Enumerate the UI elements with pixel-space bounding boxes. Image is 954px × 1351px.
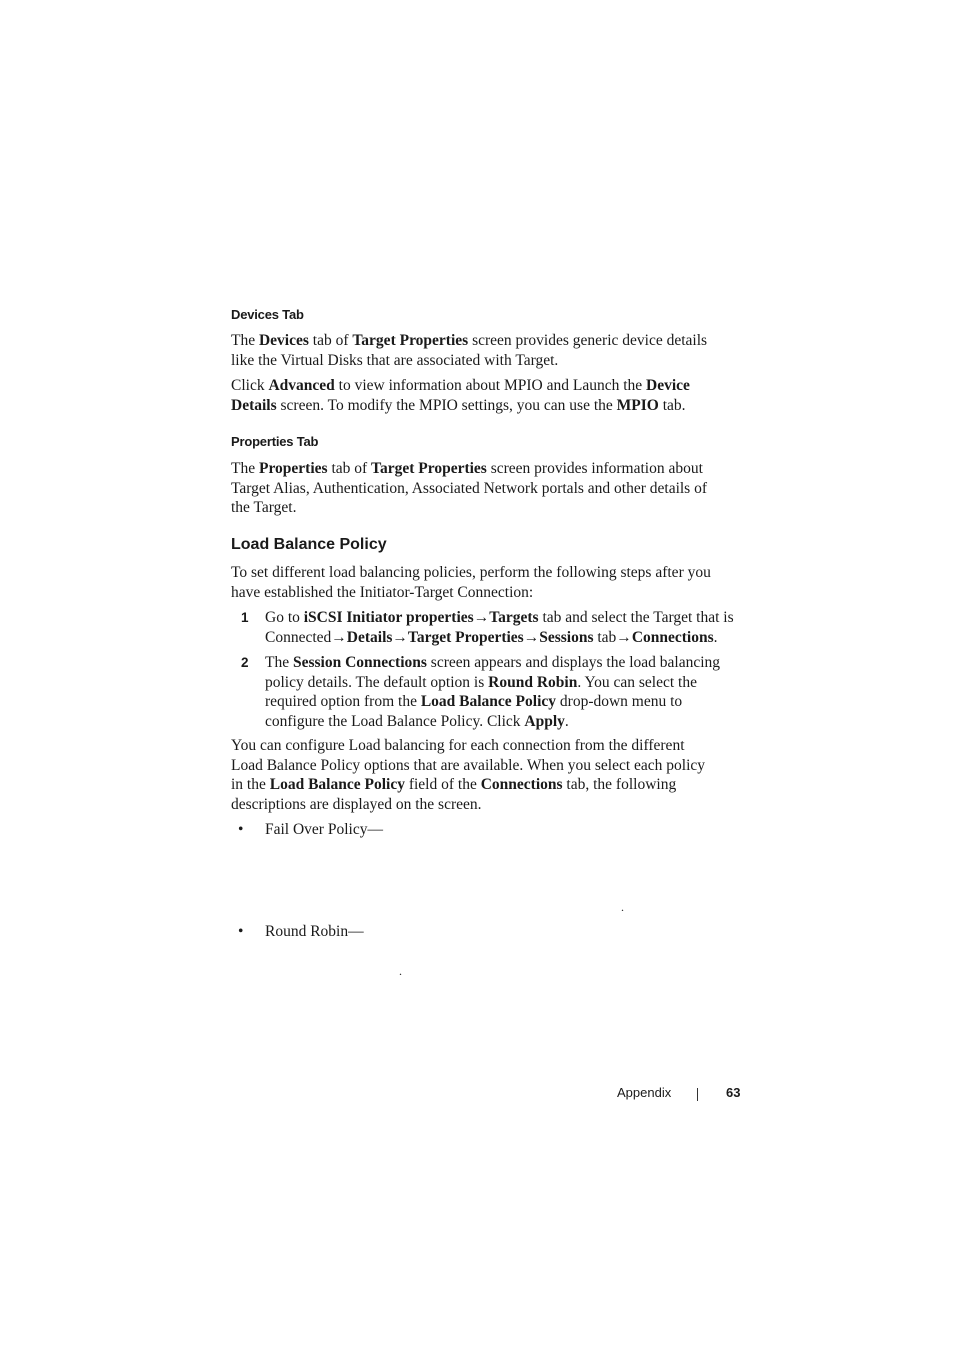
body-text: tab of — [308, 332, 353, 349]
devices-tab-paragraph-1 — [231, 331, 751, 370]
bullet-1-marker: • — [238, 821, 244, 838]
properties-tab-paragraph — [231, 459, 751, 518]
body-text: tab, the following — [562, 776, 677, 793]
body-text: . — [564, 712, 569, 730]
bullet-2-marker: • — [238, 923, 244, 940]
text-line — [231, 376, 751, 396]
body-text: descriptions are displayed on the screen. — [231, 795, 482, 813]
load-balance-intro — [231, 563, 751, 602]
devices-tab-paragraph-2 — [231, 376, 751, 415]
text-line — [231, 396, 751, 416]
emphasis-text: Apply — [524, 712, 565, 730]
body-text: field of the — [404, 776, 481, 793]
emphasis-text: Connections — [480, 776, 563, 793]
emphasis-text: Details — [231, 396, 277, 414]
body-text: screen. To modify the MPIO settings, you can use the — [276, 396, 617, 414]
footer-separator — [697, 1088, 698, 1101]
step-1-number: 1 — [241, 610, 249, 625]
text-line — [231, 479, 751, 499]
text-line — [265, 608, 755, 628]
text-line — [231, 756, 751, 776]
step-2-number: 2 — [241, 655, 249, 670]
body-text: screen provides generic device details — [468, 332, 708, 349]
body-text: in the — [231, 776, 270, 793]
emphasis-text: Connections — [631, 628, 714, 646]
emphasis-text: Round Robin — [488, 673, 578, 691]
text-line — [265, 653, 755, 673]
step-1-text — [265, 608, 755, 647]
text-line — [265, 692, 755, 712]
emphasis-text: Target Properties — [371, 460, 487, 477]
emphasis-text: Devices — [258, 332, 309, 349]
text-line — [265, 673, 755, 693]
body-text: . You can select the — [577, 673, 697, 691]
body-text: Load Balance Policy options that are available. When you select each policy — [231, 756, 706, 774]
body-text: You can configure Load balancing for each connection from the different — [231, 737, 685, 754]
step-2-text — [265, 653, 755, 731]
text-line — [231, 736, 751, 756]
text-line — [231, 498, 751, 518]
body-text: policy details. The default option is — [265, 673, 489, 691]
bullet-1-label: Fail Over Policy— — [265, 821, 383, 838]
body-text: Click — [231, 377, 269, 394]
body-text: Target Alias, Authentication, Associated Network portals and other details of — [231, 479, 708, 497]
emphasis-text: Advanced — [268, 377, 335, 394]
text-line — [265, 712, 755, 732]
bullet-2-label: Round Robin— — [265, 923, 364, 940]
body-text: tab of — [327, 460, 372, 477]
emphasis-text: Device — [646, 377, 690, 394]
body-text: like the Virtual Disks that are associated with Target. — [231, 351, 559, 369]
text-line — [231, 459, 751, 479]
body-text: the Target. — [231, 499, 297, 516]
emphasis-text: Load Balance Policy — [269, 776, 405, 793]
text-line — [231, 583, 751, 603]
properties-tab-heading: Properties Tab — [231, 434, 319, 449]
text-line — [231, 563, 751, 583]
emphasis-text: Target Properties — [352, 332, 469, 349]
emphasis-text: Properties — [258, 460, 328, 477]
body-text: The — [231, 460, 259, 477]
emphasis-text: MPIO — [616, 396, 659, 414]
emphasis-text: Session Connections — [292, 654, 427, 671]
body-text: to view information about MPIO and Launch the — [334, 377, 647, 394]
body-text: tab→ — [593, 628, 632, 646]
text-line — [231, 775, 751, 795]
emphasis-text: Details→Target Properties→Sessions — [346, 628, 594, 646]
body-text: screen appears and displays the load balancing — [426, 654, 721, 671]
body-text: configure the Load Balance Policy. Click — [265, 712, 525, 730]
body-text: The — [265, 654, 293, 671]
bullet-2-trailing-period: . — [399, 964, 402, 978]
bullet-1-trailing-period: . — [621, 900, 624, 914]
devices-tab-heading: Devices Tab — [231, 307, 304, 322]
body-text: required option from the — [265, 693, 421, 710]
body-text: screen provides information about — [486, 460, 703, 477]
text-line — [231, 795, 751, 815]
page-number: 63 — [726, 1085, 741, 1100]
body-text: Connected→ — [265, 628, 347, 646]
body-text: tab and select the Target that is — [538, 609, 734, 626]
body-text: The — [231, 332, 259, 349]
body-text: drop-down menu to — [556, 693, 683, 710]
text-line — [231, 351, 751, 371]
load-balance-heading: Load Balance Policy — [231, 536, 387, 553]
load-balance-config-paragraph — [231, 736, 751, 814]
footer-section-label: Appendix — [617, 1085, 672, 1100]
emphasis-text: iSCSI Initiator properties→Targets — [303, 609, 539, 626]
body-text: tab. — [658, 396, 686, 414]
emphasis-text: Load Balance Policy — [420, 693, 557, 710]
body-text: To set different load balancing policies, perform the following steps after you — [231, 564, 711, 581]
text-line — [265, 628, 755, 648]
body-text: have established the Initiator-Target Connection: — [231, 583, 534, 601]
body-text: . — [713, 628, 718, 646]
body-text: Go to — [265, 609, 304, 626]
text-line — [231, 331, 751, 351]
